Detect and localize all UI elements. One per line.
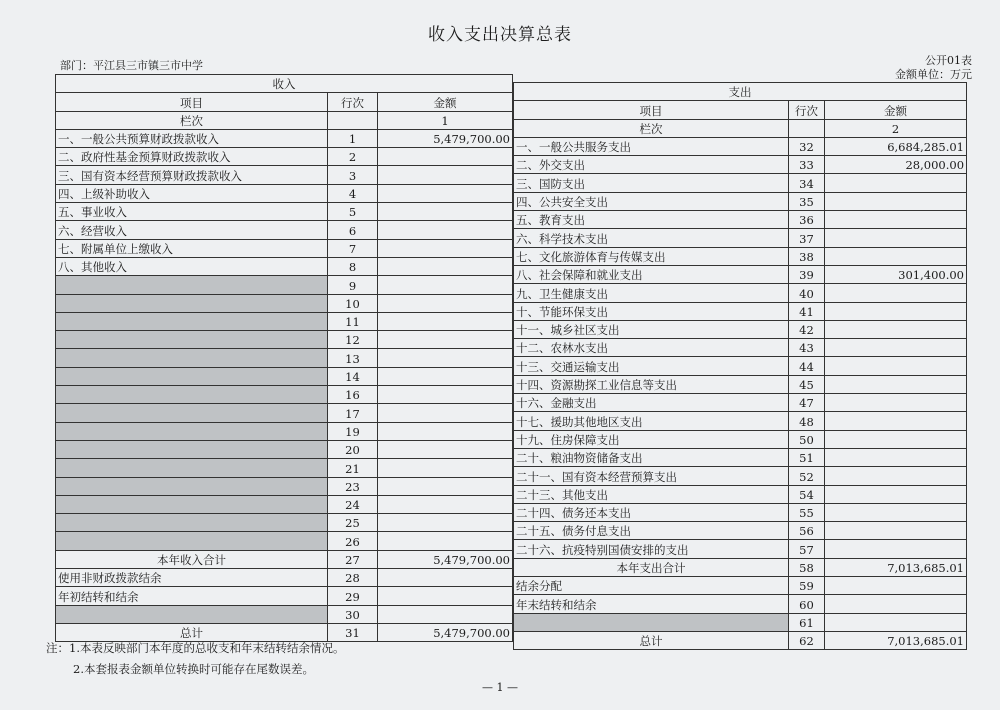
expense-row-number: 52 bbox=[789, 467, 825, 485]
expense-row-number: 47 bbox=[789, 394, 825, 412]
income-item-label: 三、国有资本经营预算财政拨款收入 bbox=[56, 166, 328, 184]
expense-section-row bbox=[514, 83, 967, 101]
expense-amount bbox=[825, 485, 967, 503]
expense-amount bbox=[825, 247, 967, 265]
expense-total-year-row bbox=[514, 558, 967, 576]
income-amount bbox=[378, 166, 513, 184]
income-item-label bbox=[56, 367, 328, 385]
income-row-number: 17 bbox=[328, 404, 378, 422]
expense-extra-amount bbox=[825, 577, 967, 595]
income-item-label bbox=[56, 349, 328, 367]
expense-amount bbox=[825, 229, 967, 247]
income-row bbox=[56, 459, 513, 477]
income-item-label bbox=[56, 276, 328, 294]
income-row-number: 20 bbox=[328, 440, 378, 458]
income-amount bbox=[378, 276, 513, 294]
expense-row-number: 37 bbox=[789, 229, 825, 247]
expense-extra-row bbox=[514, 595, 967, 613]
expense-row bbox=[514, 211, 967, 229]
income-amount bbox=[378, 184, 513, 202]
expense-amount bbox=[825, 211, 967, 229]
income-row bbox=[56, 312, 513, 330]
expense-lanci-label: 栏次 bbox=[514, 119, 789, 137]
income-row bbox=[56, 276, 513, 294]
expense-row bbox=[514, 247, 967, 265]
expense-extra-number: 61 bbox=[789, 613, 825, 631]
income-extra-row bbox=[56, 569, 513, 587]
expense-lanci-number: 2 bbox=[825, 119, 967, 137]
expense-item-label: 二十、粮油物资储备支出 bbox=[514, 448, 789, 466]
income-amount bbox=[378, 257, 513, 275]
income-item-label: 八、其他收入 bbox=[56, 257, 328, 275]
expense-row bbox=[514, 192, 967, 210]
income-section-title: 收入 bbox=[56, 75, 513, 93]
expense-amount bbox=[825, 284, 967, 302]
expense-item-label: 四、公共安全支出 bbox=[514, 192, 789, 210]
income-row bbox=[56, 367, 513, 385]
expense-row-number: 35 bbox=[789, 192, 825, 210]
expense-item-label: 十七、援助其他地区支出 bbox=[514, 412, 789, 430]
income-row-number: 21 bbox=[328, 459, 378, 477]
income-total-year-label: 本年收入合计 bbox=[56, 550, 328, 568]
income-row bbox=[56, 221, 513, 239]
expense-row bbox=[514, 229, 967, 247]
income-row-number: 1 bbox=[328, 129, 378, 147]
expense-table bbox=[513, 82, 967, 650]
income-col-item: 项目 bbox=[56, 93, 328, 111]
expense-row bbox=[514, 394, 967, 412]
income-lanci-blank bbox=[328, 111, 378, 129]
expense-row-number: 54 bbox=[789, 485, 825, 503]
expense-item-label: 六、科学技术支出 bbox=[514, 229, 789, 247]
income-amount bbox=[378, 386, 513, 404]
income-amount bbox=[378, 331, 513, 349]
expense-item-label: 二十四、债务还本支出 bbox=[514, 503, 789, 521]
expense-amount bbox=[825, 302, 967, 320]
income-section-row bbox=[56, 75, 513, 93]
expense-row bbox=[514, 265, 967, 283]
income-row bbox=[56, 349, 513, 367]
form-number: 公开01表 bbox=[925, 54, 972, 67]
income-row bbox=[56, 331, 513, 349]
expense-amount bbox=[825, 320, 967, 338]
income-total-year-amount: 5,479,700.00 bbox=[378, 550, 513, 568]
expense-row bbox=[514, 375, 967, 393]
expense-extra-label: 年末结转和结余 bbox=[514, 595, 789, 613]
expense-item-label: 七、文化旅游体育与传媒支出 bbox=[514, 247, 789, 265]
income-extra-row bbox=[56, 605, 513, 623]
income-row bbox=[56, 440, 513, 458]
income-row-number: 4 bbox=[328, 184, 378, 202]
income-item-label: 二、政府性基金预算财政拨款收入 bbox=[56, 148, 328, 166]
expense-item-label: 一、一般公共服务支出 bbox=[514, 137, 789, 155]
expense-item-label: 十、节能环保支出 bbox=[514, 302, 789, 320]
expense-amount bbox=[825, 503, 967, 521]
expense-row bbox=[514, 467, 967, 485]
expense-row bbox=[514, 412, 967, 430]
income-item-label bbox=[56, 495, 328, 513]
expense-row-number: 34 bbox=[789, 174, 825, 192]
expense-item-label: 二十三、其他支出 bbox=[514, 485, 789, 503]
income-col-row: 行次 bbox=[328, 93, 378, 111]
income-item-label bbox=[56, 440, 328, 458]
expense-row bbox=[514, 302, 967, 320]
expense-item-label: 十二、农林水支出 bbox=[514, 339, 789, 357]
expense-col-amount: 金额 bbox=[825, 101, 967, 119]
income-total-year-number: 27 bbox=[328, 550, 378, 568]
expense-row-number: 44 bbox=[789, 357, 825, 375]
expense-header-row bbox=[514, 101, 967, 119]
income-amount bbox=[378, 532, 513, 550]
income-amount bbox=[378, 459, 513, 477]
expense-item-label: 八、社会保障和就业支出 bbox=[514, 265, 789, 283]
expense-amount: 28,000.00 bbox=[825, 156, 967, 174]
expense-row bbox=[514, 156, 967, 174]
page-title: 收入支出决算总表 bbox=[428, 25, 572, 45]
income-extra-amount bbox=[378, 587, 513, 605]
income-row-number: 11 bbox=[328, 312, 378, 330]
expense-lanci-row bbox=[514, 119, 967, 137]
expense-amount bbox=[825, 375, 967, 393]
expense-item-label: 二、外交支出 bbox=[514, 156, 789, 174]
income-amount bbox=[378, 440, 513, 458]
income-row-number: 12 bbox=[328, 331, 378, 349]
income-row bbox=[56, 148, 513, 166]
income-extra-number: 28 bbox=[328, 569, 378, 587]
amount-unit: 金额单位：万元 bbox=[895, 68, 972, 81]
income-item-label bbox=[56, 294, 328, 312]
expense-row bbox=[514, 522, 967, 540]
income-row bbox=[56, 422, 513, 440]
expense-item-label: 十四、资源勘探工业信息等支出 bbox=[514, 375, 789, 393]
expense-item-label: 九、卫生健康支出 bbox=[514, 284, 789, 302]
income-row bbox=[56, 532, 513, 550]
expense-item-label: 五、教育支出 bbox=[514, 211, 789, 229]
income-lanci-number: 1 bbox=[378, 111, 513, 129]
income-item-label bbox=[56, 331, 328, 349]
income-row-number: 5 bbox=[328, 203, 378, 221]
income-amount bbox=[378, 422, 513, 440]
income-row-number: 13 bbox=[328, 349, 378, 367]
income-extra-label bbox=[56, 605, 328, 623]
income-row-number: 7 bbox=[328, 239, 378, 257]
expense-amount: 6,684,285.01 bbox=[825, 137, 967, 155]
expense-row bbox=[514, 485, 967, 503]
income-row-number: 3 bbox=[328, 166, 378, 184]
income-total-year-row bbox=[56, 550, 513, 568]
income-amount bbox=[378, 148, 513, 166]
income-amount bbox=[378, 221, 513, 239]
income-amount: 5,479,700.00 bbox=[378, 129, 513, 147]
expense-row-number: 40 bbox=[789, 284, 825, 302]
income-row bbox=[56, 514, 513, 532]
note-1: 注：1.本表反映部门本年度的总收支和年末结转结余情况。 bbox=[46, 641, 345, 655]
expense-item-label: 十六、金融支出 bbox=[514, 394, 789, 412]
expense-amount bbox=[825, 412, 967, 430]
income-col-amount: 金额 bbox=[378, 93, 513, 111]
income-amount bbox=[378, 514, 513, 532]
income-row-number: 24 bbox=[328, 495, 378, 513]
income-extra-amount bbox=[378, 569, 513, 587]
income-grand-total-amount: 5,479,700.00 bbox=[378, 623, 513, 641]
income-row bbox=[56, 184, 513, 202]
expense-row bbox=[514, 448, 967, 466]
income-row bbox=[56, 166, 513, 184]
expense-row-number: 45 bbox=[789, 375, 825, 393]
notes bbox=[46, 638, 344, 680]
income-row-number: 8 bbox=[328, 257, 378, 275]
expense-amount bbox=[825, 448, 967, 466]
income-amount bbox=[378, 477, 513, 495]
expense-lanci-blank bbox=[789, 119, 825, 137]
income-item-label bbox=[56, 532, 328, 550]
income-row bbox=[56, 203, 513, 221]
income-amount bbox=[378, 239, 513, 257]
income-row bbox=[56, 239, 513, 257]
income-amount bbox=[378, 495, 513, 513]
expense-row-number: 56 bbox=[789, 522, 825, 540]
income-amount bbox=[378, 312, 513, 330]
expense-total-year-number: 58 bbox=[789, 558, 825, 576]
income-lanci-row bbox=[56, 111, 513, 129]
income-amount bbox=[378, 367, 513, 385]
income-lanci-label: 栏次 bbox=[56, 111, 328, 129]
expense-extra-row bbox=[514, 577, 967, 595]
expense-amount bbox=[825, 339, 967, 357]
income-row bbox=[56, 129, 513, 147]
expense-row-number: 41 bbox=[789, 302, 825, 320]
income-grand-total-label: 总计 bbox=[56, 623, 328, 641]
expense-item-label: 三、国防支出 bbox=[514, 174, 789, 192]
expense-extra-label: 结余分配 bbox=[514, 577, 789, 595]
income-extra-number: 30 bbox=[328, 605, 378, 623]
expense-row-number: 39 bbox=[789, 265, 825, 283]
income-item-label bbox=[56, 404, 328, 422]
income-row bbox=[56, 404, 513, 422]
income-extra-amount bbox=[378, 605, 513, 623]
expense-section-title: 支出 bbox=[514, 83, 967, 101]
expense-row bbox=[514, 503, 967, 521]
income-row-number: 9 bbox=[328, 276, 378, 294]
note-2: 2.本套报表金额单位转换时可能存在尾数误差。 bbox=[73, 662, 314, 676]
expense-grand-total-row bbox=[514, 631, 967, 649]
expense-amount: 301,400.00 bbox=[825, 265, 967, 283]
expense-amount bbox=[825, 394, 967, 412]
income-extra-row bbox=[56, 587, 513, 605]
expense-item-label: 二十六、抗疫特别国债安排的支出 bbox=[514, 540, 789, 558]
expense-row bbox=[514, 540, 967, 558]
expense-extra-amount bbox=[825, 595, 967, 613]
income-extra-number: 29 bbox=[328, 587, 378, 605]
expense-row-number: 55 bbox=[789, 503, 825, 521]
expense-amount bbox=[825, 467, 967, 485]
expense-grand-total-number: 62 bbox=[789, 631, 825, 649]
expense-amount bbox=[825, 430, 967, 448]
expense-row-number: 42 bbox=[789, 320, 825, 338]
income-row bbox=[56, 477, 513, 495]
expense-amount bbox=[825, 192, 967, 210]
income-item-label: 一、一般公共预算财政拨款收入 bbox=[56, 129, 328, 147]
income-extra-label: 使用非财政拨款结余 bbox=[56, 569, 328, 587]
expense-amount bbox=[825, 357, 967, 375]
income-row bbox=[56, 495, 513, 513]
income-item-label bbox=[56, 312, 328, 330]
income-row bbox=[56, 294, 513, 312]
expense-row-number: 51 bbox=[789, 448, 825, 466]
income-row bbox=[56, 386, 513, 404]
income-row bbox=[56, 257, 513, 275]
page-number: — 1 — bbox=[482, 681, 518, 694]
expense-item-label: 十九、住房保障支出 bbox=[514, 430, 789, 448]
income-item-label bbox=[56, 422, 328, 440]
income-row-number: 25 bbox=[328, 514, 378, 532]
income-grand-total-number: 31 bbox=[328, 623, 378, 641]
expense-row bbox=[514, 357, 967, 375]
income-row-number: 26 bbox=[328, 532, 378, 550]
expense-row bbox=[514, 174, 967, 192]
expense-row bbox=[514, 339, 967, 357]
expense-row-number: 57 bbox=[789, 540, 825, 558]
expense-item-label: 二十一、国有资本经营预算支出 bbox=[514, 467, 789, 485]
department-label: 部门：平江县三市镇三市中学 bbox=[60, 59, 203, 72]
income-item-label: 六、经营收入 bbox=[56, 221, 328, 239]
expense-row bbox=[514, 320, 967, 338]
income-amount bbox=[378, 294, 513, 312]
expense-row-number: 38 bbox=[789, 247, 825, 265]
income-row-number: 10 bbox=[328, 294, 378, 312]
expense-total-year-amount: 7,013,685.01 bbox=[825, 558, 967, 576]
income-amount bbox=[378, 349, 513, 367]
income-row-number: 16 bbox=[328, 386, 378, 404]
expense-row-number: 32 bbox=[789, 137, 825, 155]
expense-row-number: 36 bbox=[789, 211, 825, 229]
expense-extra-number: 59 bbox=[789, 577, 825, 595]
expense-row-number: 43 bbox=[789, 339, 825, 357]
expense-extra-number: 60 bbox=[789, 595, 825, 613]
income-item-label: 四、上级补助收入 bbox=[56, 184, 328, 202]
expense-amount bbox=[825, 522, 967, 540]
income-extra-label: 年初结转和结余 bbox=[56, 587, 328, 605]
expense-row bbox=[514, 137, 967, 155]
expense-col-item: 项目 bbox=[514, 101, 789, 119]
income-row-number: 19 bbox=[328, 422, 378, 440]
income-item-label bbox=[56, 386, 328, 404]
income-item-label bbox=[56, 514, 328, 532]
expense-total-year-label: 本年支出合计 bbox=[514, 558, 789, 576]
expense-grand-total-amount: 7,013,685.01 bbox=[825, 631, 967, 649]
expense-amount bbox=[825, 174, 967, 192]
income-item-label bbox=[56, 459, 328, 477]
expense-extra-amount bbox=[825, 613, 967, 631]
income-table bbox=[55, 74, 513, 642]
income-row-number: 6 bbox=[328, 221, 378, 239]
income-row-number: 14 bbox=[328, 367, 378, 385]
income-row-number: 23 bbox=[328, 477, 378, 495]
expense-col-row: 行次 bbox=[789, 101, 825, 119]
expense-extra-label bbox=[514, 613, 789, 631]
expense-extra-row bbox=[514, 613, 967, 631]
expense-item-label: 二十五、债务付息支出 bbox=[514, 522, 789, 540]
expense-row bbox=[514, 430, 967, 448]
expense-item-label: 十三、交通运输支出 bbox=[514, 357, 789, 375]
expense-item-label: 十一、城乡社区支出 bbox=[514, 320, 789, 338]
income-row-number: 2 bbox=[328, 148, 378, 166]
income-item-label bbox=[56, 477, 328, 495]
expense-row-number: 48 bbox=[789, 412, 825, 430]
expense-row bbox=[514, 284, 967, 302]
income-item-label: 五、事业收入 bbox=[56, 203, 328, 221]
expense-row-number: 50 bbox=[789, 430, 825, 448]
income-item-label: 七、附属单位上缴收入 bbox=[56, 239, 328, 257]
expense-amount bbox=[825, 540, 967, 558]
expense-grand-total-label: 总计 bbox=[514, 631, 789, 649]
income-amount bbox=[378, 203, 513, 221]
income-header-row bbox=[56, 93, 513, 111]
expense-row-number: 33 bbox=[789, 156, 825, 174]
income-amount bbox=[378, 404, 513, 422]
